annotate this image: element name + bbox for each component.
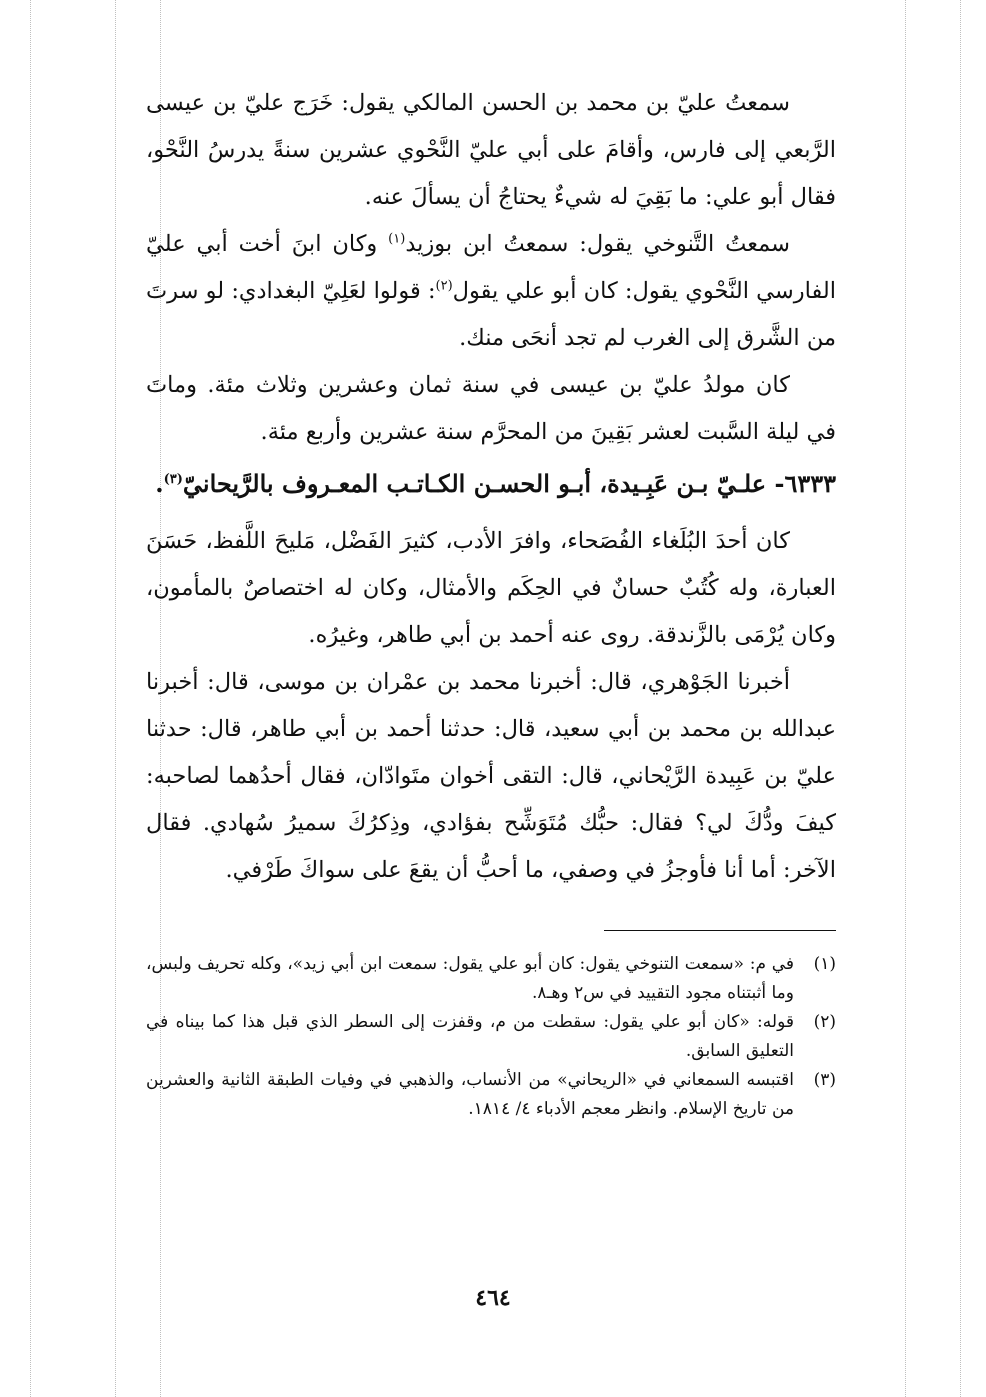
footnote-separator-rule	[604, 930, 836, 931]
scan-dotted-line	[30, 0, 31, 1397]
scan-dotted-line	[960, 0, 961, 1397]
scan-dotted-line	[115, 0, 116, 1397]
footnote-number: (٣)	[813, 1070, 836, 1090]
paragraph-narration-chain: أخبرنا الجَوْهري، قال: أخبرنا محمد بن عمْران بن موسى، قال: أخبرنا عبدالله بن محمد بن أبي سعيد، قال: حدثنا أحمد بن أبي طاهر، قال: حدثنا عليّ بن عَبِيدة الرَّيْحاني، قال: التقى أخوان متَوادّان، فقال أحدُهما لصاحبه: كيفَ ودُّكَ لي؟ فقال: حبُّك مُتَوَشِّح بفؤادي، وذِكرُكَ سميرُ سُهادي. فقال الآخر: أما أنا فأوجزُ في وصفي، ما أحبُّ أن يقعَ على سواكَ طَرْفي.	[146, 669, 836, 883]
footnote-reference-3[interactable]: (٣)	[163, 472, 183, 487]
paragraph-tanukhi-report	[146, 221, 836, 362]
footnote-text: قوله: «كان أبو علي يقول: سقطت من م، وقفزت إلى السطر الذي قبل هذا كما بيناه في التعليق السابق.	[146, 1012, 794, 1061]
paragraph-rayhani-description: كان أحدَ البُلَغاء الفُصَحاء، وافرَ الأدب، كثيرَ الفَضْل، مَليحَ اللَّفظ، حَسَنَ العبارة، وله كُتُبٌ حسانٌ في الحِكَم والأمثال، وكان له اختصاصٌ بالمأمون، وكان يُرْمَى بالزَّندقة. روى عنه أحمد بن أبي طاهر، وغيرُه.	[146, 528, 836, 648]
paragraph-text-part: سمعتُ التَّنوخي يقول: سمعتُ ابن بوزيد	[405, 231, 790, 257]
footnote-3	[146, 1066, 836, 1124]
footnote-reference-2[interactable]: (٢)	[435, 278, 453, 294]
footnote-number: (٢)	[813, 1012, 836, 1032]
footnote-reference-1[interactable]: (١)	[388, 231, 406, 247]
footnotes-section	[146, 950, 836, 1124]
heading-end: .	[155, 469, 164, 498]
paragraph-text-part: : قولوا لعَلِيّ البغدادي: لو سرتَ من الشَّرق إلى الغرب لم تجد أنحَى منك.	[146, 278, 836, 351]
main-text-block	[146, 80, 836, 894]
footnote-text: اقتبسه السمعاني في «الريحاني» من الأنساب، والذهبي في وفيات الطبقة الثانية والعشرين من تاريخ الإسلام. وانظر معجم الأدباء ٤/ ١٨١٤.	[146, 1070, 794, 1119]
footnote-text: في م: «سمعت التنوخي يقول: كان أبو علي يقول: سمعت ابن أبي زيد»، وكله تحريف ولبس، وما أثبتناه مجود التقييد في س٢ وهـ٨.	[146, 954, 794, 1003]
paragraph-ali-bin-isa-travel: سمعتُ عليّ بن محمد بن الحسن المالكي يقول: خَرَج عليّ بن عيسى الرَّبعي إلى فارس، وأقامَ على أبي عليّ النَّحْوي عشرين سنةً يدرسُ النَّحْو، فقال أبو علي: ما بَقِيَ له شيءٌ يحتاجُ أن يسألَ عنه.	[146, 90, 836, 210]
footnote-2	[146, 1008, 836, 1066]
page-number: ٤٦٤	[475, 1285, 511, 1311]
footnote-number: (١)	[813, 954, 836, 974]
footnote-1	[146, 950, 836, 1008]
heading-text: ٦٣٣٣- علـيّ بـن عَبِـيدة، أبـو الحسـن الكـاتـب المعـروف بالرَّيحانيّ	[182, 469, 836, 498]
paragraph-text-part: وكان ابنَ أخت أبي عليّ الفارسي النَّحْوي يقول: كان أبو علي يقول	[146, 231, 836, 304]
biography-entry-heading	[146, 460, 836, 508]
paragraph-birth-death: كان مولدُ عليّ بن عيسى في سنة ثمان وعشرين وثلاث مئة. وماتَ في ليلة السَّبت لعشر بَقِينَ من المحرَّم سنة عشرين وأربع مئة.	[146, 372, 836, 445]
scan-dotted-line	[905, 0, 906, 1397]
